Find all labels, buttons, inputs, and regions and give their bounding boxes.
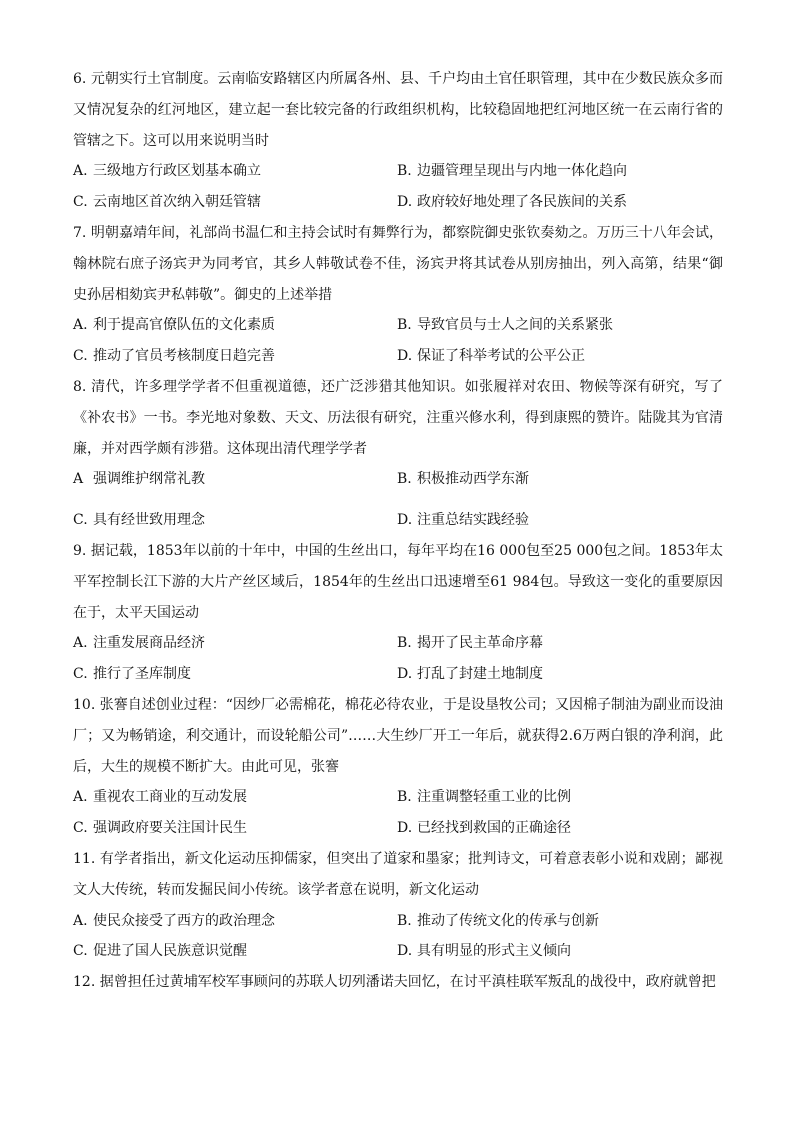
question-11 xyxy=(73,844,723,967)
option-a: A. 三级地方行政区划基本确立 xyxy=(73,163,261,180)
option-grid xyxy=(73,310,723,372)
option-grid xyxy=(73,782,723,844)
option-a: A. 注重发展商品经济 xyxy=(73,635,205,652)
option-d: D. 保证了科举考试的公平公正 xyxy=(397,348,585,365)
option-a: A 强调维护纲常礼教 xyxy=(73,471,205,488)
question-stem: 6. 元朝实行土官制度。云南临安路辖区内所属各州、县、千户均由土官任职管理，其中在少数民族众多而又情况复杂的红河地区，建立起一套比较完备的行政组织机构，比较稳固地把红河地区统一在云南行省的管辖之下。这可以用来说明当时 xyxy=(73,71,723,149)
option-c: C. 具有经世致用理念 xyxy=(73,512,205,529)
exam-page xyxy=(73,64,723,998)
question-6 xyxy=(73,64,723,218)
option-grid xyxy=(73,464,723,536)
question-stem: 9. 据记载，1853年以前的十年中，中国的生丝出口，每年平均在16 000包至25 000包之间。1853年太平军控制长江下游的大片产丝区域后，1854年的生丝出口迅速增至61 984包。导致这一变化的重要原因在于，太平天国运动 xyxy=(73,542,723,621)
question-10 xyxy=(73,690,723,844)
question-stem: 7. 明朝嘉靖年间，礼部尚书温仁和主持会试时有舞弊行为，都察院御史张钦奏劾之。万历三十八年会试，翰林院右庶子汤宾尹为同考官，其乡人韩敬试卷不佳，汤宾尹将其试卷从别房抽出，列入高第，结果“御史孙居相劾宾尹私韩敬”。御史的上述举措 xyxy=(73,224,723,303)
option-d: D. 已经找到救国的正确途径 xyxy=(397,820,571,837)
option-a: A. 使民众接受了西方的政治理念 xyxy=(73,912,275,929)
option-b: B. 导致官员与士人之间的关系紧张 xyxy=(397,317,613,334)
option-b: B. 积极推动西学东渐 xyxy=(397,471,529,488)
question-stem: 12. 据曾担任过黄埔军校军事顾问的苏联人切列潘诺夫回忆，在讨平滇桂联军叛乱的战役中，政府就曾把 xyxy=(73,974,716,991)
row-spacer xyxy=(397,495,723,505)
row-spacer xyxy=(73,495,397,505)
option-b: B. 推动了传统文化的传承与创新 xyxy=(397,912,599,929)
option-a: A. 利于提高官僚队伍的文化素质 xyxy=(73,317,275,334)
option-c: C. 促进了国人民族意识觉醒 xyxy=(73,943,247,960)
option-d: D. 政府较好地处理了各民族间的关系 xyxy=(397,194,627,211)
question-7 xyxy=(73,218,723,372)
option-a: A. 重视农工商业的互动发展 xyxy=(73,789,247,806)
question-stem: 11. 有学者指出，新文化运动压抑儒家，但突出了道家和墨家；批判诗文，可着意表彰小说和戏剧；鄙视文人大传统，转而发掘民间小传统。该学者意在说明，新文化运动 xyxy=(73,850,723,898)
option-grid xyxy=(73,156,723,218)
option-b: B. 揭开了民主革命序幕 xyxy=(397,635,543,652)
option-d: D. 打乱了封建土地制度 xyxy=(397,666,543,683)
option-c: C. 推动了官员考核制度日趋完善 xyxy=(73,348,275,365)
option-d: D. 注重总结实践经验 xyxy=(397,512,529,529)
question-stem: 8. 清代，许多理学学者不但重视道德，还广泛涉猎其他知识。如张履祥对农田、物候等深有研究，写了《补农书》一书。李光地对象数、天文、历法很有研究，注重兴修水利，得到康熙的赞许。陆陇其为官清廉，并对西学颇有涉猎。这体现出清代理学学者 xyxy=(73,378,723,457)
option-c: C. 云南地区首次纳入朝廷管辖 xyxy=(73,194,261,211)
option-c: C. 推行了圣库制度 xyxy=(73,666,191,683)
option-grid xyxy=(73,906,723,968)
option-d: D. 具有明显的形式主义倾向 xyxy=(397,943,571,960)
question-stem: 10. 张謇自述创业过程：“因纱厂必需棉花，棉花必待农业，于是设垦牧公司；又因棉子制油为副业而设油厂；又为畅销途，利交通计，而设轮船公司”……大生纱厂开工一年后，就获得2.6万两白银的净利润，此后，大生的规模不断扩大。由此可见，张謇 xyxy=(73,696,723,775)
option-c: C. 强调政府要关注国计民生 xyxy=(73,820,247,837)
option-b: B. 边疆管理呈现出与内地一体化趋向 xyxy=(397,163,627,180)
question-9 xyxy=(73,536,723,690)
option-grid xyxy=(73,628,723,690)
question-12 xyxy=(73,967,723,998)
option-b: B. 注重调整轻重工业的比例 xyxy=(397,789,571,806)
question-8 xyxy=(73,372,723,536)
